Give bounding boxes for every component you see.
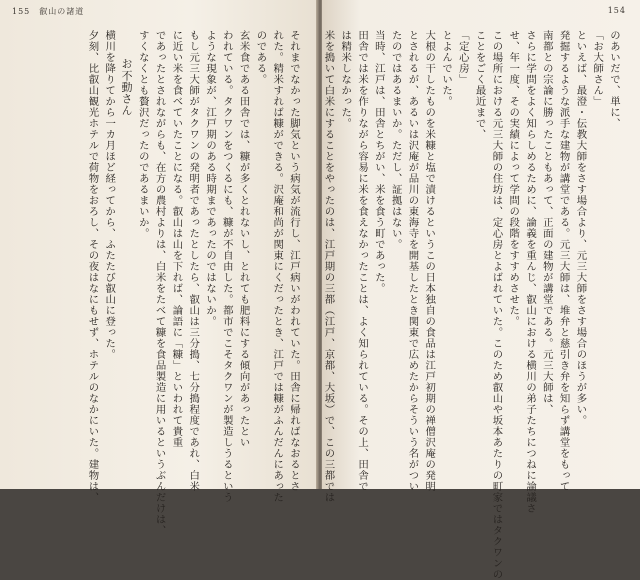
right-page-text-column: 当時、江戸は、田舎とちがい、米を食う町であった。 (372, 30, 385, 294)
right-page (322, 0, 640, 580)
right-page-text (322, 30, 622, 580)
right-page-text-column: は精米しなかった。 (339, 30, 352, 129)
left-page-text-column: であったとされながらも、在方の農村よりは、白米をたべて糠を食品製造に用いるというぶんだけは、 (153, 30, 166, 536)
left-page-text-column: ような現象が、江戸期のある時期まであったのではないか。 (204, 30, 217, 327)
left-page-text-column: それまでなかった脚気という病気が流行し、江戸病いがわれていた。田舎に帰ればなおるとさ (288, 30, 300, 492)
right-page-text-column: たのではあるまいか。ただし、証拠はない。 (389, 30, 402, 250)
left-page-text-column: お不動さん (120, 58, 134, 116)
right-page-text-column: とよんでいた。 (440, 30, 453, 107)
right-page-text-column: とされるが、あるいは沢庵が品川の東海寺を開基したとき関東で広めたからそういう名がつい (406, 30, 419, 492)
left-page-text-column: に近い米を食べていたことになる。叡山は山を下れば、論語に「糠」といわれて貴重 (170, 30, 183, 448)
right-page-text-column: 大根の干したものを米糠と塩で漬けるというこの日本独自の食品は江戸初期の禅僧沢庵の発明 (423, 30, 436, 492)
right-page-folio: 154 (607, 6, 626, 15)
right-page-text-column: のあいだで、単に、 (608, 30, 620, 129)
right-page-text-column: ことをごく最近まで、 (473, 30, 486, 140)
left-page-text-column: れた。精米すれば糠ができる。沢庵和尚が関東にくだったとき、江戸では糠がふんだんにあった (271, 30, 284, 503)
right-page-text-column: 「定心房」 (456, 30, 469, 85)
right-page-text-column: といえば、最澄・伝教大師をさす場合より、元三大師をさす場合のほうが多い。 (574, 30, 587, 426)
right-page-text-column: さらに学問をよく知らしめるために、論義を重んじ、叡山における横川の弟子たちにつねに論議さ (524, 30, 537, 514)
left-page-text-column: われている。タクワンをつくるにも、糠が不自由した。都市でこそタクワンが製造しうるという (220, 30, 233, 503)
right-page-text-column: この場所における元三大師の住坊は、定心房とよばれていた。このため叡山や坂本あたりの町家ではタクワンの (490, 30, 503, 580)
left-page-text-column: すくなくとも贅沢だったのであるまいか。 (136, 30, 149, 239)
left-page (0, 0, 318, 536)
right-page-text-column: 米を搗いて白米にすることをやったのは、江戸期の三都（江戸、京都、大坂）で、この三都では (322, 30, 335, 503)
right-page-text-column: 発掘するような派手な建物が講堂である。元三大師は、堆弁と慈引き弁を知らず講堂をもって (557, 30, 570, 492)
left-page-text (10, 30, 302, 536)
left-page-folio: 155 叡山の諸道 (12, 7, 85, 16)
right-page-text-column: せ、年一度、その実績によって学問の段階をすすめさせた。 (507, 30, 520, 327)
left-page-text-column: 夕刻、比叡山観光ホテルで荷物をおろし、その夜はなにもせず、ホテルのなかにいた。建物は、 (86, 30, 99, 503)
left-page-text-column: のである。 (254, 30, 267, 85)
left-page-text-column: もし元三大師がタクワンの発明者であったとしたら、叡山は三分搗、七分搗程度であれ、白米 (187, 30, 200, 492)
right-page-text-column: 「お大師さん」 (591, 30, 604, 107)
left-page-text-column: 玄米食である田舎では、糠が多くとれないし、とれても肥料にする傾向があったとい (237, 30, 250, 448)
right-page-text-column: 南都との宗論に勝ったこともあって、正面の建物が講堂である。元三大師は、 (540, 30, 553, 415)
right-page-text-column: 田舎では米を作りながら容易に米を食えなかったことは、よく知られている。その上、田舎で (356, 30, 369, 492)
left-page-text-column: 横川を降りてから一カ月ほど経ってから、ふたたび叡山に登った。 (103, 30, 116, 360)
